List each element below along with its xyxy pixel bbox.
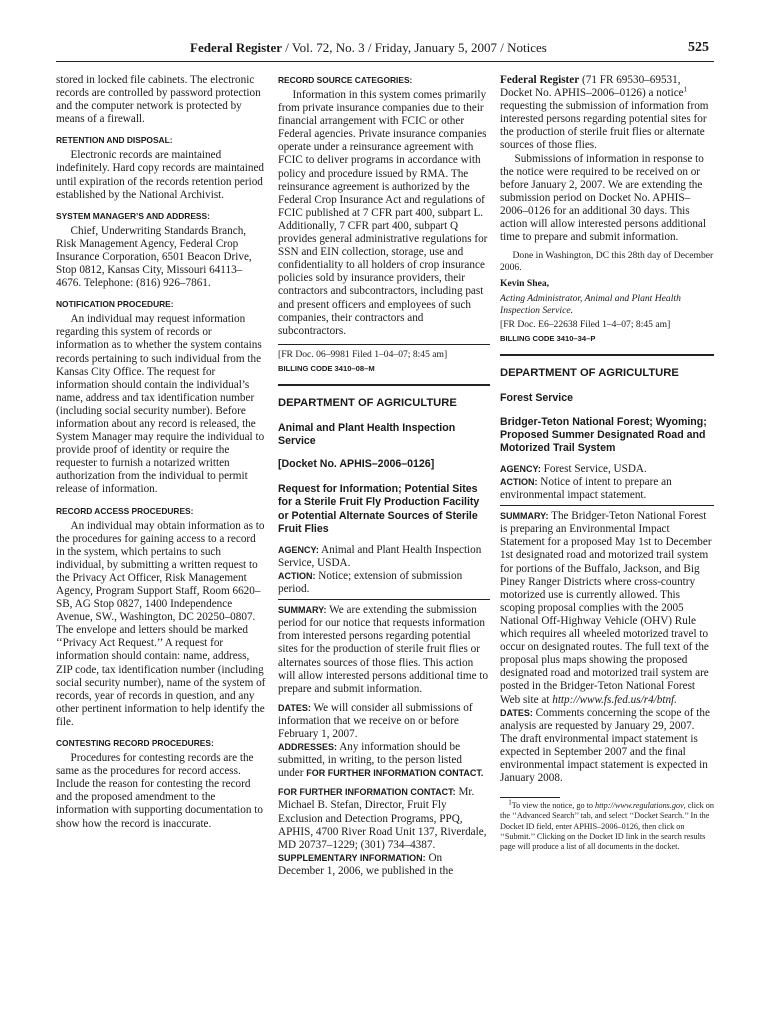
addresses-label: ADDRESSES: <box>278 742 338 753</box>
notice-subject: Request for Information; Potential Sites for a Sterile Fruit Fly Production Facility or Potential Alternate Sources of Sterile Fruit Flies <box>278 483 480 535</box>
billing-code: BILLING CODE 3410–08–M <box>278 363 375 373</box>
record-access-paragraph: An individual may obtain information as to the procedures for gaining access to a record in the system, which pertains to such individual, by submitting a written request to the Privacy Act Officer, Risk Management Agency, Program Support Staff, Room 6620–SB, AG Stop 0827, 1400 Independence Avenue, SW., Washington, DC 20250–0807. The envelope and letters should be marked ‘‘Privacy Act Request.’’ A request for information should contain: name, address, ZIP code, tax identification number (including social security number), name of the system of records, year of records in question, and any other pertinent information to help identify the file. <box>56 519 266 728</box>
fr-doc-line-2: [FR Doc. E6–22638 Filed 1–4–07; 8:45 am] <box>500 319 671 331</box>
notification-heading: NOTIFICATION PROCEDURE: <box>56 299 174 310</box>
section-rule-2 <box>500 354 714 356</box>
dates-paragraph-2 <box>500 707 714 786</box>
doc-separator <box>278 344 490 345</box>
billing-code-2: BILLING CODE 3410–34–P <box>500 334 596 344</box>
action-label-2: ACTION: <box>500 477 538 488</box>
summary-label-2: SUMMARY: <box>500 511 549 522</box>
retention-paragraph: Electronic records are maintained indefinitely. Hard copy records are maintained until expiration of the records retention period established by the National Archivist. <box>56 149 265 201</box>
column-2 <box>278 74 490 878</box>
addresses-paragraph <box>278 741 490 780</box>
signer-title-text: Acting Administrator, Animal and Plant Health Inspection Service. <box>500 292 681 317</box>
column-1 <box>56 74 266 831</box>
department-heading: DEPARTMENT OF AGRICULTURE <box>278 396 457 409</box>
retention-heading: RETENTION AND DISPOSAL: <box>56 135 173 146</box>
record-source-paragraph: Information in this system comes primarily from private insurance companies due to their financial arrangement with FCIC or other Federal agencies. Private insurance companies operate under a reinsurance agreement with FCIC to deliver programs in accordance with policy and procedure issued by RMA. The reinsurance agreement is authorized by the Federal Crop Insurance Act and regulations of FCIC published at 7 CFR part 400, subpart L. Additionally, 7 CFR part 400, subpart Q provides general administrative regulations for SSN and EIN collection, storage, use and confidentiality to all holders of crop insurance policies sold by insurance providers, their contractors and subcontractors, including past and present officers and employees of such companies, their contractors and subcontractors. <box>278 89 488 337</box>
issue-info: / Vol. 72, No. 3 / Friday, January 5, 2007 / Notices <box>282 40 547 55</box>
action-line <box>278 570 490 596</box>
contact-label: FOR FURTHER INFORMATION CONTACT: <box>278 787 456 798</box>
summary-rule <box>278 599 490 600</box>
agency-heading: Animal and Plant Health Inspection Service <box>278 421 456 448</box>
signer-title <box>500 293 714 317</box>
summary-value-2: The Bridger-Teton National Forest is preparing an Environmental Impact Statement for a proposed May 1st to December 1st designated road and motorized trail system for portions of the Buffalo, Jackson, and Big Piney Ranger Districts where cross-country motorized use is currently allowed. This scoping proposal complies with the 2005 National Off-Highway Vehicle (OHV) Rule which requires all wheeled motorized travel to occur on designated routes. The full text of the proposal plus maps showing the proposed designated road and motorized trail system are posted in the Bridger-Teton National Forest Web site at <box>500 510 712 706</box>
section-rule <box>278 384 490 386</box>
dates-value: We will consider all submissions of information that we receive on or before February 1, 2007. <box>278 701 473 740</box>
department-heading-2: DEPARTMENT OF AGRICULTURE <box>500 367 679 380</box>
column-3 <box>500 74 714 852</box>
submissions-paragraph: Submissions of information in response to the notice were required to be received on or before January 2, 2007. We are extending the submission period on Docket No. APHIS–2006–0126 for an additional 30 days. This action will allow interested persons additional time to prepare and submit information. <box>500 152 706 244</box>
dates-value-2: Comments concerning the scope of the analysis are requested by January 29, 2007. The draft environmental impact statement is expected in September 2007 and the final environmental impact statement is expected in January 2008. <box>500 706 710 785</box>
summary-label: SUMMARY: <box>278 605 327 616</box>
summary-paragraph <box>278 604 490 696</box>
dates-label: DATES: <box>278 702 311 713</box>
system-manager-heading: SYSTEM MANAGER’S AND ADDRESS: <box>56 210 210 221</box>
contact-value: Mr. Michael B. Stefan, Director, Fruit Fly Exclusion and Detection Programs, PPQ, APHIS, 4700 River Road Unit 137, Riverdale, MD 20737–1229; (301) 734–4387. <box>278 786 487 851</box>
agency-heading-2: Forest Service <box>500 392 574 405</box>
supplementary-label: SUPPLEMENTARY INFORMATION: <box>278 852 426 863</box>
federal-register-ref: Federal Register <box>500 74 580 86</box>
signer-name: Kevin Shea, <box>500 277 550 289</box>
notice-subject-2: Bridger-Teton National Forest; Wyoming; Proposed Summer Designated Road and Motorized Trail System <box>500 415 707 454</box>
footnote-text-a: To view the notice, go to <box>511 801 593 811</box>
notification-paragraph: An individual may request information regarding this system of records or information as to whether the system contains records pertaining to such individual from the Kansas City Office. The request for information should contain the individual’s name, address and tax identification number (including social security number). Before information about any record is released, the System Manager may require the individual to provide proof of identity or require the requester to furnish a notarized written authorization from the individual to permit release of information. <box>56 313 265 496</box>
action-line-2 <box>500 476 714 502</box>
addresses-value: Any information should be submitted, in writing, to the person listed under <box>278 741 462 780</box>
header-title <box>190 40 547 56</box>
action-value: Notice; extension of submission period. <box>278 569 463 596</box>
addresses-reference: FOR FURTHER INFORMATION CONTACT. <box>306 768 484 779</box>
summary-paragraph-2 <box>500 510 714 706</box>
continued-text-a: (71 FR 69530–69531, Docket No. APHIS–2006–0126) a notice <box>500 74 684 100</box>
continued-paragraph <box>500 74 714 153</box>
footnote <box>500 798 714 852</box>
security-paragraph: stored in locked file cabinets. The electronic records are controlled by password protection and the computer network is protected by means of a firewall. <box>56 74 261 126</box>
agency-line <box>278 544 490 570</box>
agency-label: AGENCY: <box>278 544 319 555</box>
agency-label-2: AGENCY: <box>500 463 541 474</box>
footnote-ref: 1 <box>683 85 688 94</box>
docket-number: [Docket No. APHIS–2006–0126] <box>278 458 435 471</box>
supplementary-paragraph <box>278 852 490 878</box>
fr-doc-line: [FR Doc. 06–9981 Filed 1–04–07; 8:45 am] <box>278 348 448 360</box>
agency-value: Animal and Plant Health Inspection Service, USDA. <box>278 543 482 569</box>
action-label: ACTION: <box>278 570 316 581</box>
page-number: 525 <box>688 40 709 55</box>
journal-name: Federal Register <box>190 40 283 55</box>
continued-text-b: requesting the submission of information from interested persons regarding potential sites for the production of sterile fruit flies or alternate sources of those flies. <box>500 100 709 152</box>
contact-paragraph <box>278 786 490 851</box>
agency-line-2 <box>500 463 714 476</box>
dates-paragraph <box>278 702 490 741</box>
summary-value: We are extending the submission period for our notice that requests information from interested persons regarding potential sites for the production of sterile fruit flies or alternates sources of those flies. This action will allow interested persons additional time to prepare and submit information. <box>278 604 489 695</box>
footnote-number: 1 <box>508 798 512 807</box>
record-source-heading: RECORD SOURCE CATEGORIES: <box>278 75 413 85</box>
dates-label-2: DATES: <box>500 707 533 718</box>
system-manager-paragraph: Chief, Underwriting Standards Branch, Risk Management Agency, Federal Crop Insurance Corporation, 6501 Beacon Drive, Stop 0812, Kansas City, Missouri 64113–4676. Telephone: (816) 926–7861. <box>56 224 252 290</box>
contesting-heading: CONTESTING RECORD PROCEDURES: <box>56 738 214 749</box>
done-line: Done in Washington, DC this 28th day of December 2006. <box>500 250 714 274</box>
summary-rule-2 <box>500 505 714 506</box>
header-rule <box>56 61 714 62</box>
agency-value-2: Forest Service, USDA. <box>543 462 647 475</box>
footnote-text-b: , click on the ‘‘Advanced Search’’ tab, and select ‘‘Docket Search.’’ In the Docket ID field, enter APHIS–2006–0126, then click on ‘‘Submit.’’ Clicking on the Docket ID link in the search results page will produce a list of all documents in the docket. <box>500 801 714 851</box>
running-header <box>0 40 768 60</box>
contesting-paragraph: Procedures for contesting records are the same as the procedures for record access. Include the reason for contesting the record and the proposed amendment to the information with supporting documentation to show how the record is inaccurate. <box>56 752 263 830</box>
record-access-heading: RECORD ACCESS PROCEDURES: <box>56 505 194 516</box>
action-value-2: Notice of intent to prepare an environmental impact statement. <box>500 476 672 502</box>
supplementary-value: On December 1, 2006, we published in the <box>278 851 454 877</box>
footnote-url: http://www.regulations.gov <box>595 801 684 811</box>
forest-url: http://www.fs.fed.us/r4/btnf. <box>552 693 677 706</box>
